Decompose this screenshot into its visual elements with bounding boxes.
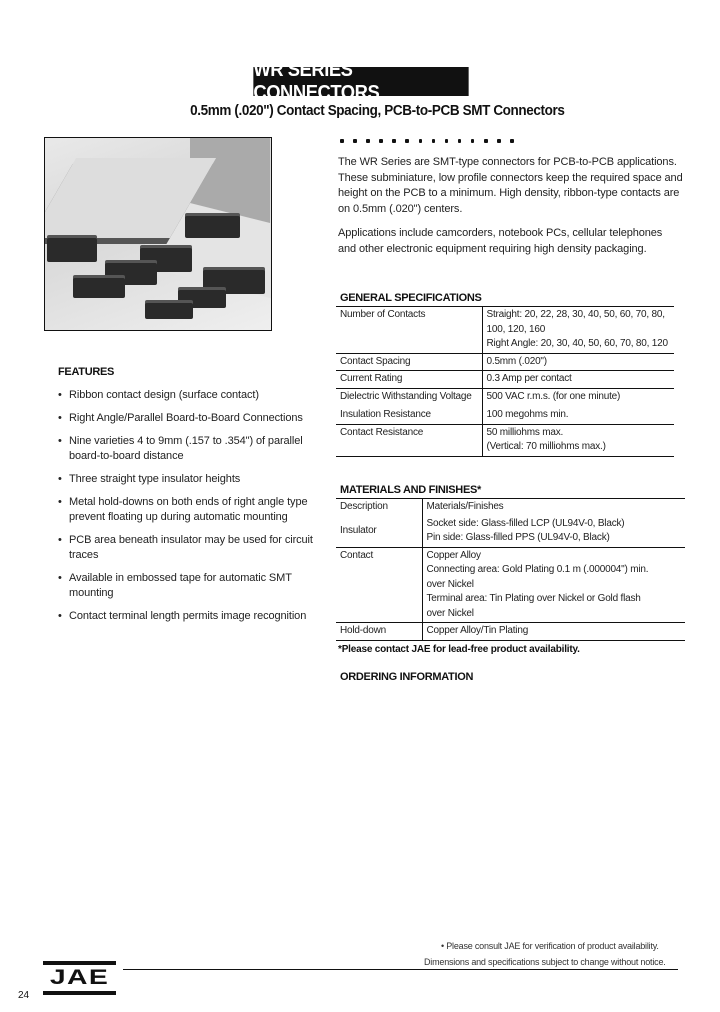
- feature-item: • Right Angle/Parallel Board-to-Board Connections: [58, 411, 330, 426]
- material-value-line: Socket side: Glass-filled LCP (UL94V-0, Black): [426, 517, 625, 529]
- ordering-heading: ORDERING INFORMATION: [340, 671, 474, 683]
- spec-value: [482, 307, 674, 354]
- table-row: [336, 424, 674, 456]
- jae-logo: [43, 961, 116, 995]
- table-row: [336, 353, 674, 371]
- spec-value-line: 50 milliohms max.: [486, 426, 564, 438]
- spec-label: Number of Contacts: [336, 307, 482, 354]
- material-value: Copper Alloy/Tin Plating: [422, 623, 685, 641]
- material-label: Insulator: [340, 524, 377, 536]
- page-subtitle: 0.5mm (.020") Contact Spacing, PCB-to-PCB SMT Connectors: [190, 103, 565, 119]
- table-row: [336, 623, 685, 641]
- dot-divider: [340, 139, 514, 143]
- material-label: Description: [336, 499, 422, 516]
- material-label: Contact: [336, 547, 422, 623]
- materials-heading: MATERIALS AND FINISHES*: [340, 484, 481, 496]
- intro-paragraph: The WR Series are SMT-type connectors for PCB-to-PCB applications. These subminiature, low profile connectors keep the required space and height on the PCB to a minimum. High density, ribbon-type contacts are on 0.5mm (.020") centers.: [338, 156, 683, 215]
- spec-label: Insulation Resistance: [340, 409, 431, 420]
- logo-bar-top: [43, 961, 116, 965]
- material-value: [422, 547, 685, 623]
- table-row: [336, 516, 685, 548]
- page-title: WR SERIES CONNECTORS: [253, 67, 468, 96]
- photo-connector: [73, 278, 125, 298]
- spec-value: 100 megohms min.: [482, 405, 674, 424]
- material-value-line: over Nickel: [426, 578, 474, 590]
- feature-item: • Nine varieties 4 to 9mm (.157 to .354") of parallel board-to-board distance: [58, 434, 330, 464]
- material-value-line: Terminal area: Tin Plating over Nickel or Gold flash: [426, 593, 641, 604]
- material-label: Hold-down: [336, 623, 422, 641]
- material-value-line: over Nickel: [426, 607, 474, 619]
- table-row: [336, 307, 674, 354]
- spec-value: 0.3 Amp per contact: [482, 371, 674, 389]
- general-specs-heading: GENERAL SPECIFICATIONS: [340, 292, 482, 304]
- feature-item: • Available in embossed tape for automatic SMT mounting: [58, 571, 330, 601]
- material-value: Materials/Finishes: [422, 499, 685, 516]
- feature-item: • Ribbon contact design (surface contact): [58, 388, 330, 403]
- table-row: [336, 388, 674, 405]
- spec-label: Current Rating: [336, 371, 482, 389]
- table-row: [336, 499, 685, 516]
- product-photo: [44, 137, 272, 331]
- material-value-line: Pin side: Glass-filled PPS (UL94V-0, Black): [426, 532, 610, 543]
- intro-text: [338, 155, 683, 267]
- page-number: 24: [18, 990, 30, 1001]
- material-value-line: Connecting area: Gold Plating 0.1 m (.000004") min.: [426, 564, 649, 575]
- table-row: [336, 405, 674, 424]
- feature-item: • Three straight type insulator heights: [58, 472, 330, 487]
- spec-value: 500 VAC r.m.s. (for one minute): [482, 388, 674, 405]
- spec-value: 0.5mm (.020"): [482, 353, 674, 371]
- features-heading: FEATURES: [58, 366, 115, 378]
- features-list: [58, 388, 330, 632]
- footer-availability-note: • Please consult JAE for verification of product availability.: [441, 941, 659, 951]
- footer-rule: [123, 969, 678, 970]
- materials-table: [336, 498, 685, 641]
- feature-item: • PCB area beneath insulator may be used for circuit traces: [58, 533, 330, 563]
- table-row: [336, 547, 685, 623]
- photo-connector: [145, 303, 193, 319]
- spec-label: Dielectric Withstanding Voltage: [336, 388, 482, 405]
- spec-label: Contact Spacing: [336, 353, 482, 371]
- intro-paragraph: Applications include camcorders, notebook PCs, cellular telephones and other electronic equipment requiring high density packaging.: [338, 227, 663, 255]
- photo-connector: [47, 238, 97, 262]
- spec-label: Contact Resistance: [336, 424, 482, 456]
- material-value-line: Copper Alloy: [426, 549, 481, 561]
- subtitle-row: [170, 100, 570, 122]
- material-value: [422, 516, 685, 548]
- table-row: [336, 371, 674, 389]
- spec-value: [482, 424, 674, 456]
- photo-connector: [185, 216, 240, 238]
- spec-value-line: (Vertical: 70 milliohms max.): [486, 441, 606, 452]
- feature-item: • Contact terminal length permits image recognition: [58, 609, 330, 624]
- logo-bar-bottom: [43, 991, 116, 995]
- spec-value-line: Right Angle: 20, 30, 40, 50, 60, 70, 80, 120: [486, 338, 668, 349]
- spec-value-line: 100, 120, 160: [486, 323, 546, 335]
- spec-value-line: Straight: 20, 22, 28, 30, 40, 50, 60, 70, 80,: [486, 309, 665, 320]
- general-specs-table: [336, 306, 674, 457]
- lead-free-note: *Please contact JAE for lead-free product availability.: [338, 644, 580, 655]
- logo-text: JAE: [49, 966, 110, 989]
- footer-disclaimer: Dimensions and specifications subject to change without notice.: [424, 957, 666, 967]
- feature-item: • Metal hold-downs on both ends of right angle type prevent floating up during automatic mounting: [58, 495, 330, 525]
